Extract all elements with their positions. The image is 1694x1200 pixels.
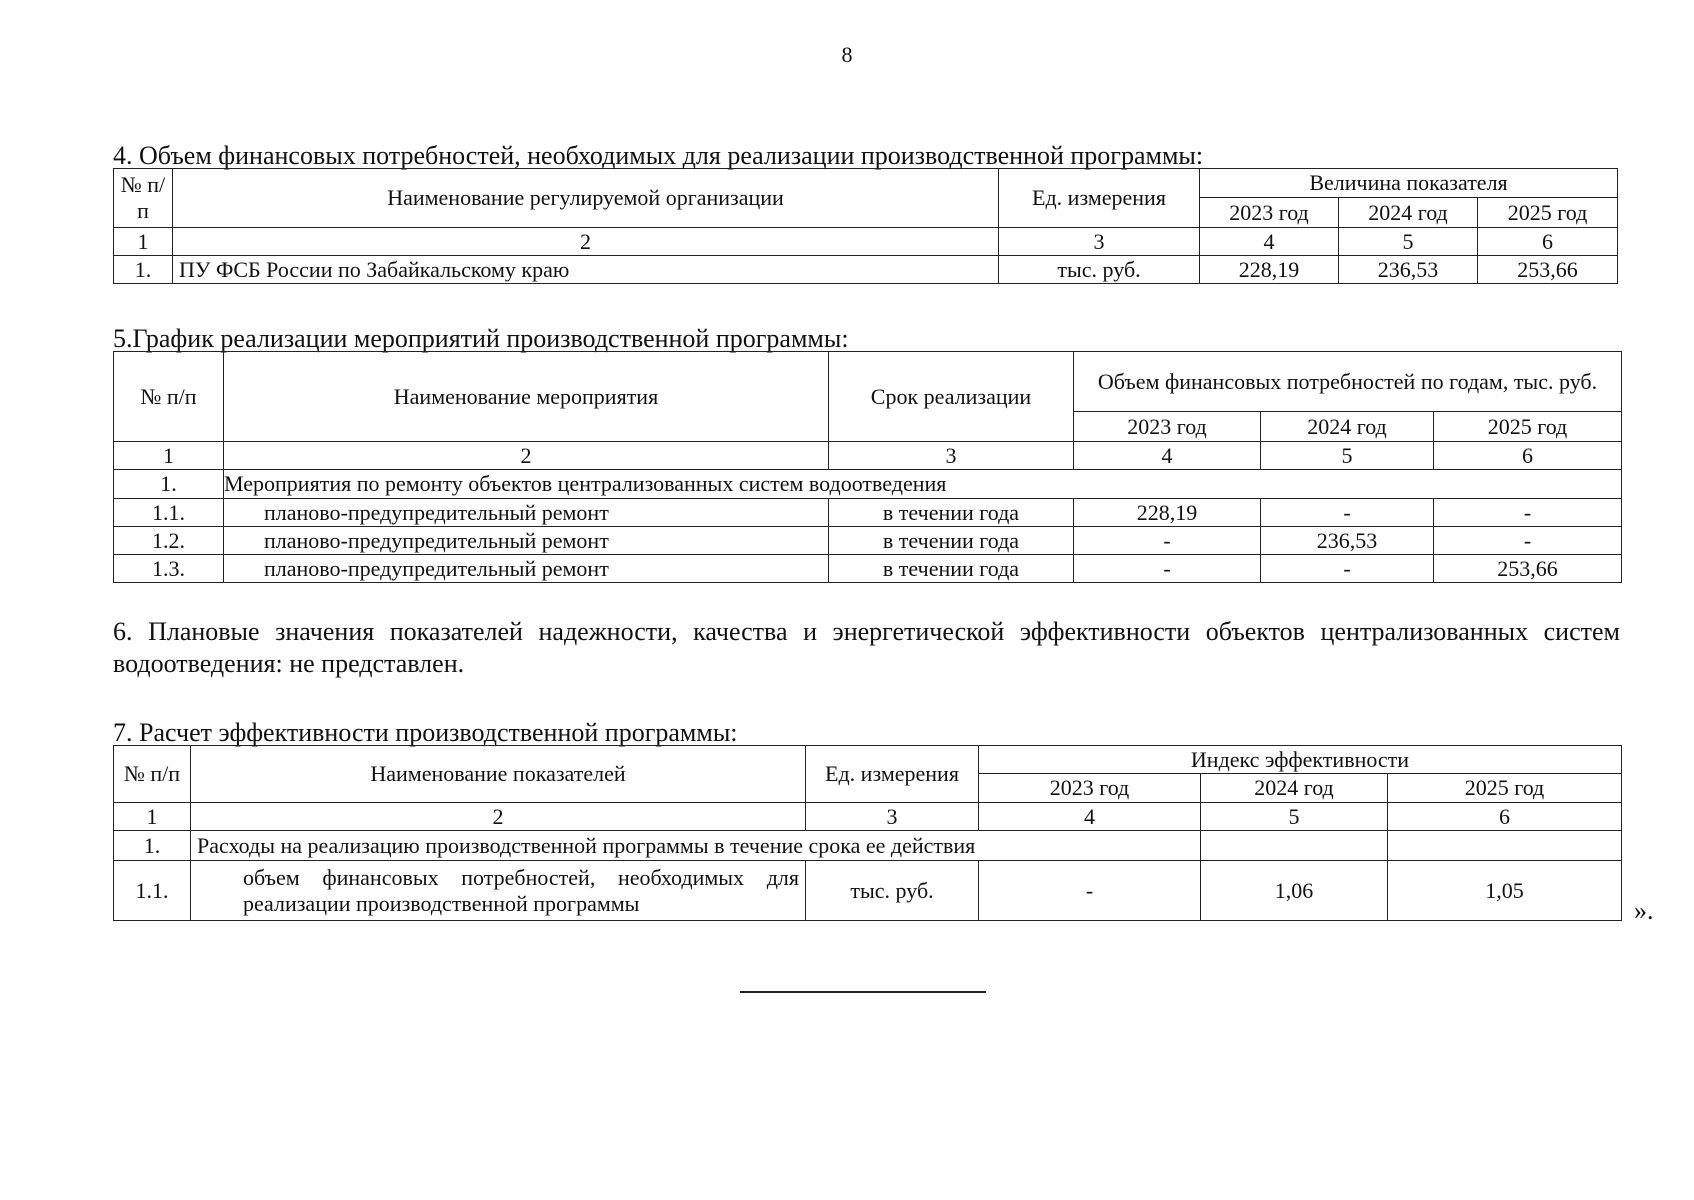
- group-row: [114, 470, 1622, 499]
- header-year-2024: 2024 год: [1261, 412, 1434, 442]
- column-index: 2: [224, 442, 829, 470]
- header-year-2025: 2025 год: [1478, 198, 1618, 228]
- indicator-name: объем финансовых потребностей, необходимых для реализации производственной программы: [191, 861, 806, 921]
- empty-cell: [1201, 831, 1388, 861]
- column-index: 5: [1261, 442, 1434, 470]
- value-2025: -: [1434, 499, 1622, 527]
- header-unit: Ед. измерения: [999, 169, 1200, 228]
- header-term: Срок реализации: [829, 352, 1074, 442]
- column-index: 6: [1388, 803, 1622, 831]
- measure-name: планово-предупредительный ремонт: [224, 527, 829, 555]
- column-index: 5: [1201, 803, 1388, 831]
- header-num: № п/п: [114, 352, 224, 442]
- table-row: [114, 527, 1622, 555]
- term: в течении года: [829, 527, 1074, 555]
- header-year-2023: 2023 год: [1200, 198, 1339, 228]
- column-index: 4: [979, 803, 1201, 831]
- column-index: 5: [1339, 228, 1478, 256]
- row-number: 1.3.: [114, 555, 224, 583]
- column-index: 2: [173, 228, 999, 256]
- column-index: 2: [191, 803, 806, 831]
- header-indicator-name: Наименование показателей: [191, 746, 806, 803]
- column-index: 3: [829, 442, 1074, 470]
- column-index: 6: [1478, 228, 1618, 256]
- column-index: 3: [806, 803, 979, 831]
- column-index: 4: [1074, 442, 1261, 470]
- value-2023: -: [1074, 527, 1261, 555]
- page-number: 8: [841, 42, 853, 67]
- value-2024: 236,53: [1261, 527, 1434, 555]
- header-measure-name: Наименование мероприятия: [224, 352, 829, 442]
- header-year-2024: 2024 год: [1201, 774, 1388, 803]
- header-efficiency-index: Индекс эффективности: [979, 746, 1622, 774]
- value-2025: 253,66: [1434, 555, 1622, 583]
- closing-quote-mark: ».: [1634, 896, 1654, 925]
- implementation-schedule-table: [113, 351, 1622, 583]
- column-index: 1: [114, 228, 173, 256]
- header-year-2025: 2025 год: [1434, 412, 1622, 442]
- term: в течении года: [829, 555, 1074, 583]
- header-year-2025: 2025 год: [1388, 774, 1622, 803]
- column-index: 6: [1434, 442, 1622, 470]
- row-number: 1.1.: [114, 861, 191, 921]
- value-2023: -: [1074, 555, 1261, 583]
- value-2023: 228,19: [1200, 256, 1339, 284]
- value-2024: -: [1261, 555, 1434, 583]
- row-number: 1.: [114, 256, 173, 284]
- table-row: [114, 499, 1622, 527]
- row-number: 1.: [114, 470, 224, 499]
- column-index: 1: [114, 803, 191, 831]
- header-unit: Ед. измерения: [806, 746, 979, 803]
- value-2025: -: [1434, 527, 1622, 555]
- unit: тыс. руб.: [806, 861, 979, 921]
- column-index: 4: [1200, 228, 1339, 256]
- section-5-heading: 5.График реализации мероприятий производственной программы:: [113, 324, 849, 353]
- header-year-2023: 2023 год: [979, 774, 1201, 803]
- section-4-heading: 4. Объем финансовых потребностей, необходимых для реализации производственной программы:: [113, 141, 1204, 170]
- value-2024: -: [1261, 499, 1434, 527]
- table-row: [114, 555, 1622, 583]
- footer-divider: [740, 991, 986, 993]
- header-num: № п/п: [114, 169, 173, 228]
- row-number: 1.1.: [114, 499, 224, 527]
- section-7-heading: 7. Расчет эффективности производственной программы:: [113, 718, 738, 747]
- section-6-text: 6. Плановые значения показателей надежности, качества и энергетической эффективности объектов централизованных систем водоотведения: не представлен.: [113, 617, 1620, 678]
- group-title: Расходы на реализацию производственной программы в течение срока ее действия: [191, 831, 1201, 861]
- table-row: [114, 256, 1618, 284]
- value-2024: 1,06: [1201, 861, 1388, 921]
- efficiency-calculation-table: [113, 745, 1622, 921]
- row-number: 1.: [114, 831, 191, 861]
- header-num: № п/п: [114, 746, 191, 803]
- header-year-2023: 2023 год: [1074, 412, 1261, 442]
- column-index: 3: [999, 228, 1200, 256]
- group-row: [114, 831, 1622, 861]
- value-2024: 236,53: [1339, 256, 1478, 284]
- measure-name: планово-предупредительный ремонт: [224, 499, 829, 527]
- group-title: Мероприятия по ремонту объектов централизованных систем водоотведения: [224, 470, 1622, 499]
- term: в течении года: [829, 499, 1074, 527]
- header-year-2024: 2024 год: [1339, 198, 1478, 228]
- header-indicator-value: Величина показателя: [1200, 169, 1618, 198]
- value-2025: 253,66: [1478, 256, 1618, 284]
- table-row: [114, 861, 1622, 921]
- value-2025: 1,05: [1388, 861, 1622, 921]
- unit: тыс. руб.: [999, 256, 1200, 284]
- empty-cell: [1388, 831, 1622, 861]
- measure-name: планово-предупредительный ремонт: [224, 555, 829, 583]
- value-2023: -: [979, 861, 1201, 921]
- row-number: 1.2.: [114, 527, 224, 555]
- header-financial-needs-by-year: Объем финансовых потребностей по годам, тыс. руб.: [1074, 352, 1622, 412]
- organization-name: ПУ ФСБ России по Забайкальскому краю: [173, 256, 999, 284]
- financial-needs-table: [113, 168, 1618, 284]
- value-2023: 228,19: [1074, 499, 1261, 527]
- header-organization: Наименование регулируемой организации: [173, 169, 999, 228]
- column-index: 1: [114, 442, 224, 470]
